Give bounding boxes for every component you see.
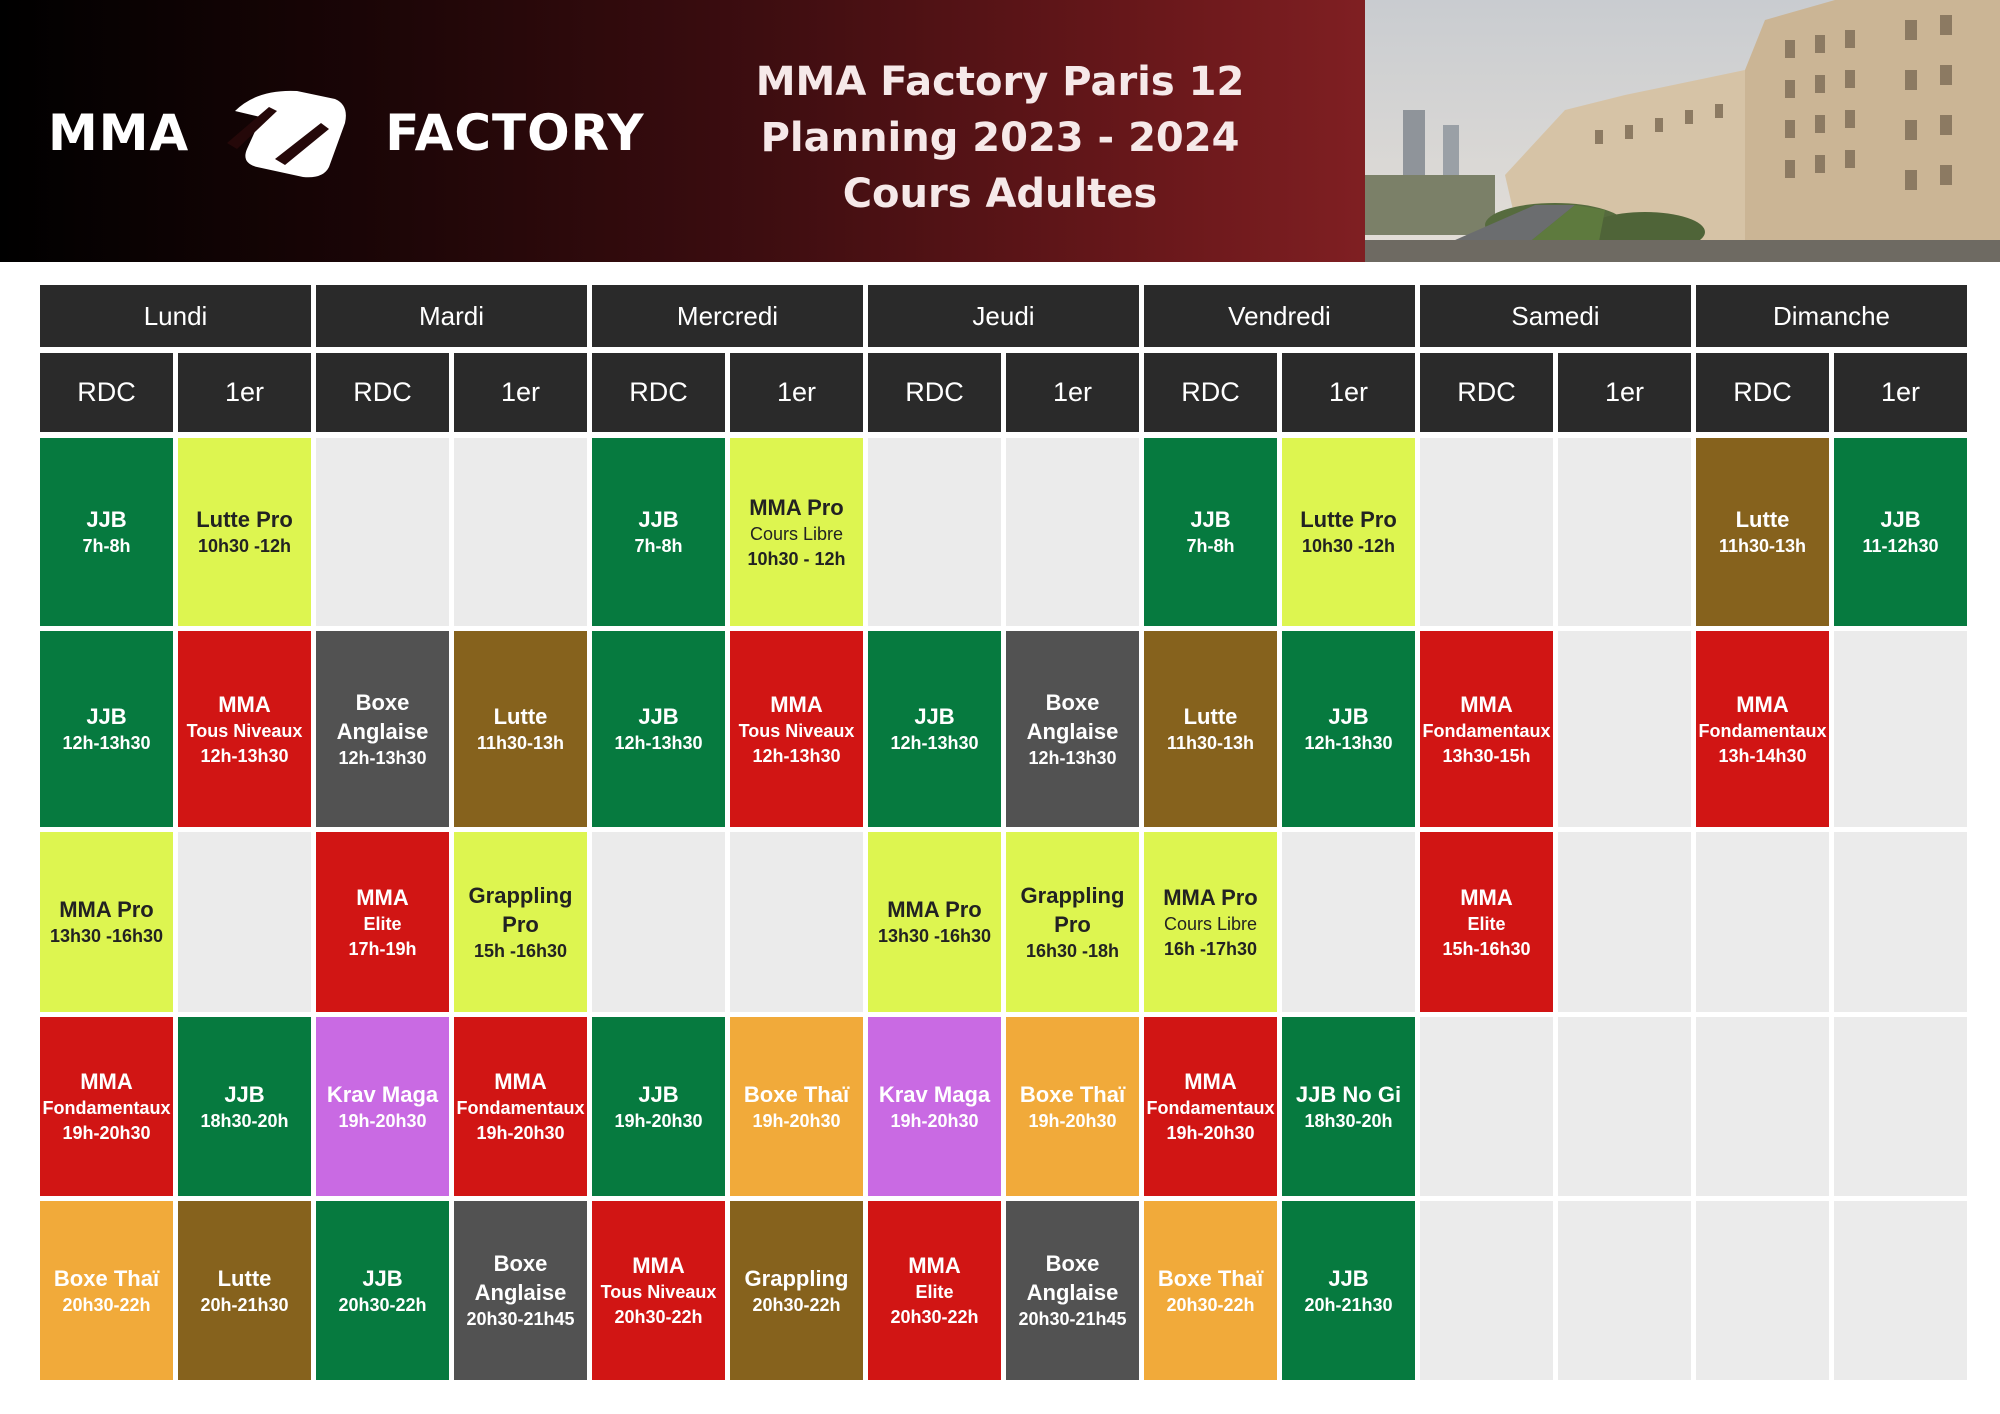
class-time: 19h-20h30 (62, 1123, 151, 1143)
empty-slot (1696, 832, 1829, 1012)
class-name: Krav Maga (878, 1081, 991, 1107)
empty-slot (1834, 832, 1967, 1012)
floor-header: RDC (1420, 353, 1553, 432)
class-slot (730, 1201, 863, 1380)
class-slot (730, 438, 863, 626)
class-slot (178, 438, 311, 626)
class-time: 20h30-21h45 (1018, 1309, 1127, 1329)
class-name: MMA (632, 1253, 685, 1278)
day-header-mercredi: Mercredi (592, 285, 863, 347)
class-time: 12h-13h30 (890, 733, 979, 753)
class-level: Elite (1467, 913, 1506, 934)
floor-header: 1er (730, 353, 863, 432)
class-slot (730, 1017, 863, 1196)
empty-slot (730, 832, 863, 1012)
floor-header: 1er (454, 353, 587, 432)
class-slot (454, 832, 587, 1012)
class-name: Boxe Anglaise (336, 689, 429, 744)
class-name: Grappling Pro (468, 882, 573, 937)
empty-slot (1282, 832, 1415, 1012)
class-time: 12h-13h30 (1028, 747, 1117, 768)
class-time: 10h30 - 12h (747, 548, 846, 569)
class-name: JJB (638, 704, 679, 729)
class-slot (730, 631, 863, 827)
empty-slot (178, 832, 311, 1012)
class-time: 19h-20h30 (752, 1110, 841, 1131)
class-name: Krav Maga (326, 1081, 439, 1107)
class-name: MMA (770, 691, 823, 717)
class-slot (1696, 631, 1829, 827)
class-slot (592, 631, 725, 827)
class-slot (1420, 631, 1553, 827)
empty-slot (592, 832, 725, 1012)
empty-slot (1834, 1201, 1967, 1380)
class-slot (1834, 438, 1967, 626)
class-slot (178, 1201, 311, 1380)
floor-header: RDC (1696, 353, 1829, 432)
class-time: 18h30-20h (1304, 1110, 1393, 1131)
day-header-samedi: Samedi (1420, 285, 1691, 347)
page-title (740, 54, 1260, 222)
class-level: Tous Niveaux (600, 1282, 717, 1302)
class-name: JJB (1880, 507, 1921, 532)
class-level: Tous Niveaux (738, 720, 855, 741)
class-time: 12h-13h30 (200, 745, 289, 766)
floor-header: 1er (1006, 353, 1139, 432)
class-name: Boxe Anglaise (1026, 1251, 1119, 1305)
floor-header: 1er (1282, 353, 1415, 432)
class-level: Cours Libre (749, 523, 844, 544)
class-name: Lutte (1183, 704, 1238, 729)
class-slot (1420, 832, 1553, 1012)
class-name: MMA (1736, 691, 1789, 717)
day-header-vendredi: Vendredi (1144, 285, 1415, 347)
class-time: 20h-21h30 (200, 1294, 289, 1315)
empty-slot (868, 438, 1001, 626)
class-slot (40, 1017, 173, 1196)
class-time: 11h30-13h (476, 733, 565, 753)
class-time: 20h30-22h (752, 1294, 841, 1315)
class-slot (316, 832, 449, 1012)
day-header-mardi: Mardi (316, 285, 587, 347)
class-slot (1006, 832, 1139, 1012)
class-name: MMA (1184, 1069, 1237, 1094)
class-slot (316, 1017, 449, 1196)
class-time: 20h30-22h (1166, 1294, 1255, 1315)
class-level: Fondamentaux (42, 1098, 171, 1118)
class-time: 20h30-22h (62, 1294, 151, 1315)
logo-mark-icon (217, 83, 357, 183)
class-slot (1006, 631, 1139, 827)
title-line-2: Planning 2023 - 2024 (760, 115, 1240, 161)
class-level: Fondamentaux (1422, 720, 1551, 741)
class-time: 15h-16h30 (1442, 938, 1531, 959)
class-name: MMA Pro (59, 897, 154, 922)
class-time: 12h-13h30 (752, 745, 841, 766)
class-time: 7h-8h (1186, 536, 1235, 556)
empty-slot (1558, 832, 1691, 1012)
class-slot (454, 1201, 587, 1380)
day-header-dimanche: Dimanche (1696, 285, 1967, 347)
class-name: Boxe Thaï (743, 1081, 850, 1107)
class-time: 19h-20h30 (1166, 1123, 1255, 1143)
class-slot (40, 631, 173, 827)
class-name: JJB (86, 704, 127, 729)
class-time: 12h-13h30 (338, 747, 427, 768)
class-time: 16h30 -18h (1025, 940, 1120, 961)
weekly-schedule (40, 285, 1960, 1380)
class-name: JJB (638, 1081, 679, 1107)
class-time: 12h-13h30 (62, 733, 151, 753)
class-name: JJB (1328, 1265, 1369, 1291)
class-slot (1282, 1201, 1415, 1380)
class-name: JJB (638, 507, 679, 532)
class-name: MMA Pro (1163, 884, 1258, 910)
class-time: 18h30-20h (200, 1110, 289, 1131)
class-name: JJB (362, 1265, 403, 1291)
class-name: Lutte (493, 704, 548, 729)
class-slot (1144, 832, 1277, 1012)
class-name: MMA Pro (887, 897, 982, 922)
class-time: 11-12h30 (1862, 536, 1939, 556)
class-time: 12h-13h30 (1304, 733, 1393, 753)
empty-slot (1420, 1201, 1553, 1380)
class-time: 19h-20h30 (338, 1110, 427, 1131)
empty-slot (1558, 631, 1691, 827)
floor-header: RDC (40, 353, 173, 432)
day-header-lundi: Lundi (40, 285, 311, 347)
class-time: 13h30 -16h30 (877, 926, 992, 946)
empty-slot (1006, 438, 1139, 626)
empty-slot (1420, 1017, 1553, 1196)
class-slot (1696, 438, 1829, 626)
class-name: MMA (908, 1253, 961, 1278)
class-slot (592, 1017, 725, 1196)
class-slot (40, 832, 173, 1012)
class-name: Boxe Anglaise (1026, 689, 1119, 744)
class-time: 19h-20h30 (476, 1123, 565, 1143)
class-name: MMA (80, 1069, 133, 1094)
mma-factory-logo (48, 78, 728, 188)
class-slot (592, 1201, 725, 1380)
floor-header: RDC (316, 353, 449, 432)
class-name: JJB No Gi (1295, 1081, 1402, 1107)
empty-slot (1696, 1017, 1829, 1196)
class-name: MMA (356, 884, 409, 910)
title-line-1: MMA Factory Paris 12 (755, 59, 1245, 105)
empty-slot (1834, 1017, 1967, 1196)
class-level: Fondamentaux (1698, 720, 1827, 741)
class-name: MMA (494, 1069, 547, 1094)
class-slot (40, 438, 173, 626)
class-name: MMA Pro (749, 494, 844, 520)
class-name: MMA (1460, 884, 1513, 910)
class-slot (316, 1201, 449, 1380)
class-slot (1006, 1201, 1139, 1380)
class-level: Cours Libre (1163, 913, 1258, 934)
class-time: 11h30-13h (1166, 733, 1255, 753)
title-line-3: Cours Adultes (842, 171, 1158, 217)
class-level: Tous Niveaux (186, 720, 303, 741)
class-time: 20h30-22h (614, 1307, 703, 1327)
class-slot (1144, 1201, 1277, 1380)
class-slot (40, 1201, 173, 1380)
class-time: 16h -17h30 (1163, 938, 1258, 959)
class-time: 19h-20h30 (1028, 1110, 1117, 1131)
class-time: 19h-20h30 (614, 1110, 703, 1131)
empty-slot (1558, 1201, 1691, 1380)
class-time: 20h30-21h45 (466, 1309, 575, 1329)
class-time: 10h30 -12h (1301, 536, 1396, 556)
header-banner (0, 0, 2000, 262)
class-level: Elite (915, 1282, 954, 1302)
class-name: JJB (1190, 507, 1231, 532)
empty-slot (454, 438, 587, 626)
class-slot (178, 1017, 311, 1196)
class-time: 7h-8h (634, 536, 683, 556)
class-time: 12h-13h30 (614, 733, 703, 753)
class-name: JJB (914, 704, 955, 729)
class-time: 20h-21h30 (1304, 1294, 1393, 1315)
day-header-jeudi: Jeudi (868, 285, 1139, 347)
class-time: 19h-20h30 (890, 1110, 979, 1131)
class-name: Lutte Pro (1300, 507, 1397, 532)
class-slot (868, 832, 1001, 1012)
class-time: 13h30-15h (1442, 745, 1531, 766)
class-name: Lutte Pro (196, 507, 293, 532)
class-name: Boxe Thaï (1157, 1265, 1264, 1291)
class-time: 13h30 -16h30 (49, 926, 164, 946)
empty-slot (1834, 631, 1967, 827)
paris-street-photo (1365, 0, 2000, 262)
class-name: JJB (86, 507, 127, 532)
class-name: MMA (218, 691, 271, 717)
class-slot (1006, 1017, 1139, 1196)
class-time: 11h30-13h (1718, 536, 1807, 556)
class-slot (1144, 438, 1277, 626)
class-slot (1282, 438, 1415, 626)
class-slot (868, 631, 1001, 827)
class-name: Boxe Thaï (53, 1265, 160, 1291)
class-slot (454, 1017, 587, 1196)
class-slot (592, 438, 725, 626)
class-name: Grappling (744, 1265, 849, 1291)
empty-slot (1696, 1201, 1829, 1380)
logo-text-factory: FACTORY (385, 104, 645, 162)
class-name: MMA (1460, 691, 1513, 717)
floor-header: RDC (592, 353, 725, 432)
class-slot (454, 631, 587, 827)
floor-header: 1er (178, 353, 311, 432)
logo-text-mma: MMA (48, 104, 190, 162)
class-level: Elite (363, 913, 402, 934)
empty-slot (316, 438, 449, 626)
class-time: 10h30 -12h (197, 536, 292, 556)
floor-header: RDC (868, 353, 1001, 432)
floor-header: 1er (1834, 353, 1967, 432)
class-name: JJB (224, 1081, 265, 1107)
class-slot (316, 631, 449, 827)
class-time: 20h30-22h (890, 1307, 979, 1327)
class-slot (868, 1201, 1001, 1380)
empty-slot (1558, 438, 1691, 626)
empty-slot (1558, 1017, 1691, 1196)
floor-header: RDC (1144, 353, 1277, 432)
class-name: JJB (1328, 704, 1369, 729)
class-time: 15h -16h30 (473, 940, 568, 961)
class-name: Lutte (217, 1265, 272, 1291)
class-slot (868, 1017, 1001, 1196)
class-time: 7h-8h (82, 536, 131, 556)
empty-slot (1420, 438, 1553, 626)
class-name: Grappling Pro (1020, 882, 1125, 937)
class-slot (1282, 631, 1415, 827)
floor-header: 1er (1558, 353, 1691, 432)
class-time: 20h30-22h (338, 1294, 427, 1315)
class-name: Lutte (1735, 507, 1790, 532)
class-name: Boxe Thaï (1019, 1081, 1126, 1107)
class-slot (1144, 1017, 1277, 1196)
class-slot (178, 631, 311, 827)
class-name: Boxe Anglaise (474, 1251, 567, 1305)
class-level: Fondamentaux (1146, 1098, 1275, 1118)
class-slot (1144, 631, 1277, 827)
class-time: 13h-14h30 (1718, 745, 1807, 766)
class-slot (1282, 1017, 1415, 1196)
class-level: Fondamentaux (456, 1098, 585, 1118)
class-time: 17h-19h (348, 938, 417, 959)
